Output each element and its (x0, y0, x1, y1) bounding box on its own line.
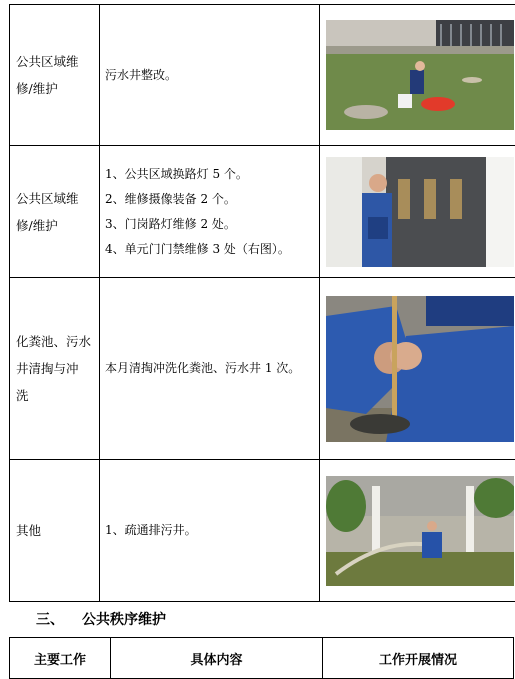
section-title: 公共秩序维护 (82, 612, 166, 628)
category-cell (10, 278, 100, 460)
content-line: 污水井整改。 (105, 67, 178, 82)
content-cell (100, 460, 320, 602)
category-line: 修/维护 (16, 81, 58, 96)
septic-tank-photo (326, 296, 514, 442)
content-line: 1、公共区域换路灯 5 个。 (105, 166, 248, 181)
door-repair-photo (326, 157, 514, 267)
content-cell (100, 5, 320, 146)
content-line: 1、疏通排污井。 (105, 523, 197, 537)
header-main-work: 主要工作 (10, 638, 111, 679)
category-line: 公共区域维 (16, 190, 79, 206)
category-line: 化粪池、污水 (16, 334, 92, 349)
content-line: 本月清掏冲洗化粪池、污水井 1 次。 (105, 361, 301, 375)
table-row (10, 146, 515, 278)
category-line: 洗 (16, 388, 29, 403)
photo-cell (320, 460, 515, 602)
photo-cell (320, 146, 515, 278)
drain-unclogging-photo (326, 476, 514, 586)
content-line: 2、维修摄像装备 2 个。 (105, 191, 236, 206)
header-progress: 工作开展情况 (323, 638, 514, 679)
content-cell (100, 146, 320, 278)
photo-cell (320, 5, 515, 146)
header-content: 具体内容 (111, 638, 323, 679)
order-table-header (9, 637, 514, 679)
maintenance-table (9, 4, 515, 602)
content-line: 4、单元门门禁维修 3 处（右图）。 (105, 241, 290, 256)
category-line: 井清掏与冲 (16, 361, 79, 376)
category-line: 其他 (16, 523, 42, 538)
table-row (10, 278, 515, 460)
section-heading (36, 609, 166, 629)
category-cell (10, 460, 100, 602)
table-row (10, 460, 515, 602)
content-cell (100, 278, 320, 460)
photo-cell (320, 278, 515, 460)
section-number: 三、 (36, 612, 64, 628)
sewer-well-photo (326, 20, 514, 130)
category-line: 公共区域维 (16, 54, 79, 69)
category-line: 修/维护 (16, 217, 58, 233)
table-row (10, 5, 515, 146)
content-line: 3、门岗路灯维修 2 处。 (105, 216, 236, 231)
category-cell (10, 146, 100, 278)
category-cell (10, 5, 100, 146)
